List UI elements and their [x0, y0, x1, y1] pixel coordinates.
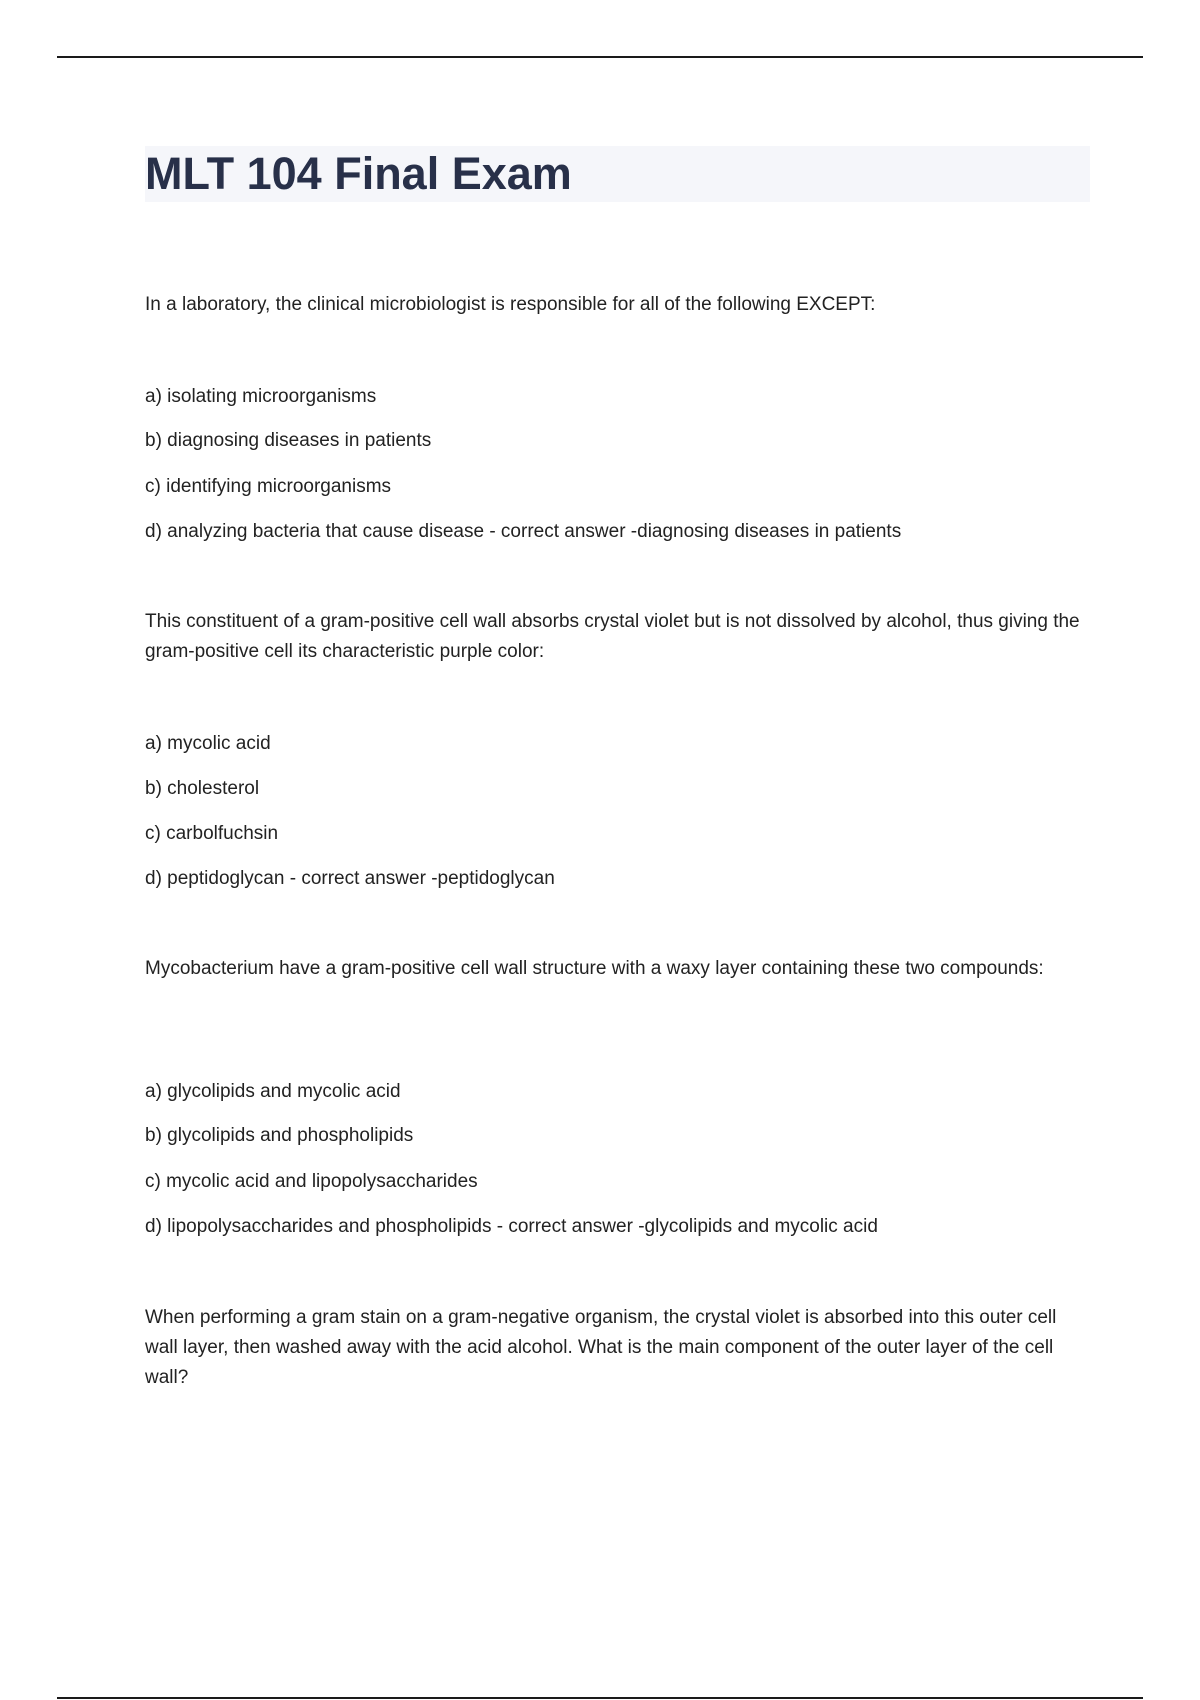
- question-3-option-c: c) mycolic acid and lipopolysaccharides: [145, 1171, 478, 1192]
- bottom-divider: [57, 1697, 1143, 1699]
- question-2-option-a: a) mycolic acid: [145, 733, 271, 754]
- question-3-option-b: b) glycolipids and phospholipids: [145, 1125, 414, 1146]
- question-1-option-c: c) identifying microorganisms: [145, 476, 392, 497]
- question-2-text: This constituent of a gram-positive cell wall absorbs crystal violet but is not dissolved by alcohol, thus giving the gram-positive cell its characteristic purple color:: [145, 611, 1080, 662]
- question-1-option-b: b) diagnosing diseases in patients: [145, 430, 432, 451]
- question-2-option-d: d) peptidoglycan - correct answer -peptidoglycan: [145, 868, 555, 889]
- question-2-option-b: b) cholesterol: [145, 778, 260, 799]
- question-4-text: When performing a gram stain on a gram-negative organism, the crystal violet is absorbed into this outer cell wall layer, then washed away with the acid alcohol. What is the main component of the outer layer of the cell wall?: [145, 1307, 1057, 1388]
- question-3-text: Mycobacterium have a gram-positive cell wall structure with a waxy layer containing these two compounds:: [145, 958, 1044, 979]
- question-1-option-d: d) analyzing bacteria that cause disease - correct answer -diagnosing diseases in patients: [145, 521, 902, 542]
- question-1-text: In a laboratory, the clinical microbiologist is responsible for all of the following EXCEPT:: [145, 294, 876, 315]
- question-3-option-d: d) lipopolysaccharides and phospholipids - correct answer -glycolipids and mycolic acid: [145, 1216, 878, 1237]
- question-2-option-c: c) carbolfuchsin: [145, 823, 279, 844]
- page-title: MLT 104 Final Exam: [145, 148, 572, 199]
- question-1-option-a: a) isolating microorganisms: [145, 386, 377, 407]
- question-3-option-a: a) glycolipids and mycolic acid: [145, 1081, 401, 1102]
- top-divider: [57, 56, 1143, 58]
